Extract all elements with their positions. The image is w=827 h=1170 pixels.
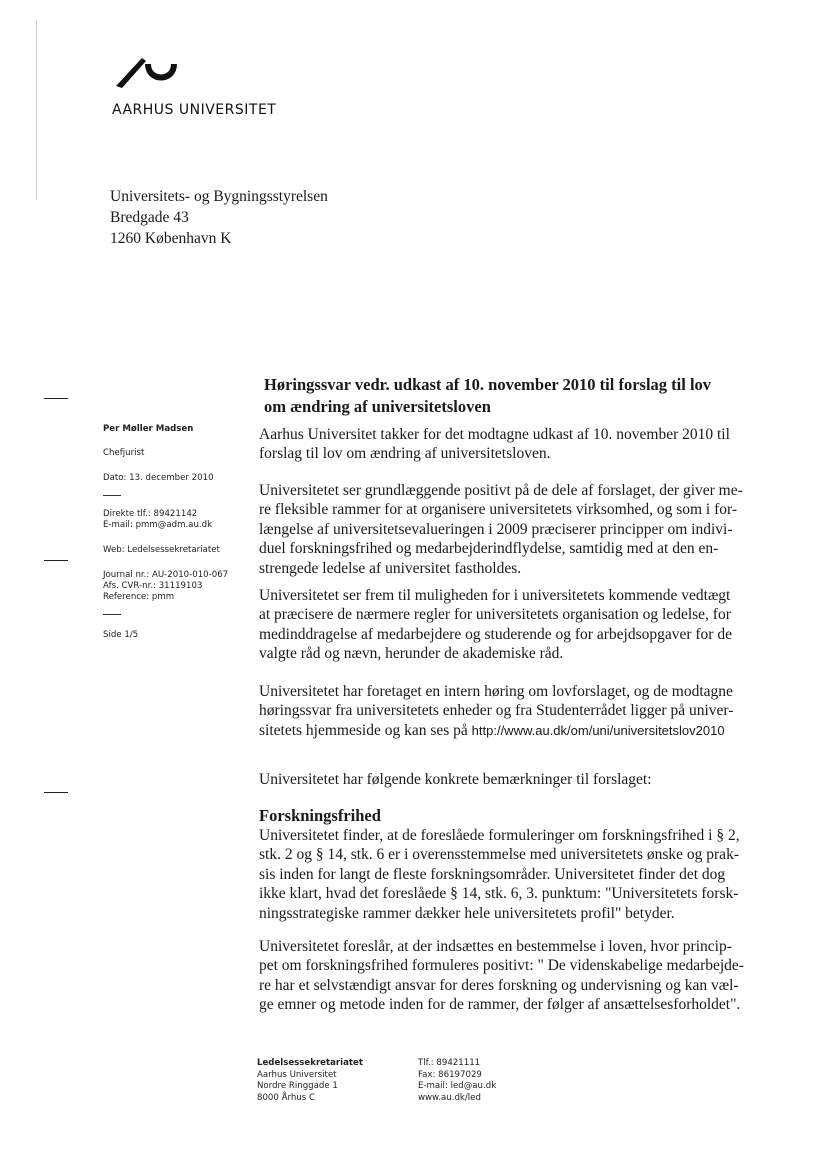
text-line: længelse af universitetsevalueringen i 2009 præciserer principper om indivi- xyxy=(259,520,733,538)
sender-email: E-mail: pmm@adm.au.dk xyxy=(103,520,213,530)
sender-role: Chefjurist xyxy=(103,448,145,458)
text-line: strengede ledelse af universitet fastholdes. xyxy=(259,559,522,577)
letter-date: Dato: 13. december 2010 xyxy=(103,473,214,483)
text-line: Universitetet ser frem til muligheden for i universitetets kommende vedtægt xyxy=(259,587,731,604)
paragraph xyxy=(259,937,749,1015)
text-line: duel forskningsfrihed og medarbejderindflydelse, samtidig med at den en- xyxy=(259,540,719,558)
journal-number: Journal nr.: AU-2010-010-067 xyxy=(103,570,229,580)
fold-mark xyxy=(44,560,68,561)
text-segment: sitetets hjemmeside og kan ses på xyxy=(259,721,472,739)
subject-line: Høringssvar vedr. udkast af 10. november 2010 til forslag til lov xyxy=(264,375,712,394)
scan-edge-line xyxy=(36,20,37,200)
subject-line: om ændring af universitetsloven xyxy=(264,397,491,416)
text-line: ge emner og metode inden for de rammer, der følger af ansættelsesforholdet". xyxy=(259,996,741,1014)
sender-name: Per Møller Madsen xyxy=(103,424,194,434)
text-line: ikke klart, hvad det foreslåede § 14, stk. 6, 3. punktum: "Universitetets forsk- xyxy=(259,885,739,903)
paragraph xyxy=(259,481,749,578)
recipient-address xyxy=(110,186,328,249)
meta-divider xyxy=(103,495,121,496)
cvr-number: Afs. CVR-nr.: 31119103 xyxy=(103,581,203,591)
reference: Reference: pmm xyxy=(103,592,175,602)
text-line: at præcisere de nærmere regler for universitetets organisation og ledelse, for xyxy=(259,606,731,624)
paragraph xyxy=(259,425,749,464)
paragraph xyxy=(259,770,749,789)
text-line: medinddragelse af medarbejdere og studerende og for arbejdsopgaver for de xyxy=(259,625,732,643)
text-line: re fleksible rammer for at organisere universitetets virksomhed, og som i for- xyxy=(259,501,738,519)
letter-subject xyxy=(264,374,744,418)
paragraph xyxy=(259,586,749,664)
footer-line: Ledelsessekretariatet xyxy=(257,1058,363,1068)
text-line: forslag til lov om ændring af universitetsloven. xyxy=(259,445,551,463)
footer-line: Nordre Ringgade 1 xyxy=(257,1081,338,1091)
footer-address xyxy=(257,1058,363,1104)
address-line: Bredgade 43 xyxy=(110,209,189,226)
text-line: stk. 2 og § 14, stk. 6 er i overensstemmelse med universitetets ønske og prak- xyxy=(259,846,739,864)
footer-contact xyxy=(418,1058,496,1104)
page-number: Side 1/5 xyxy=(103,630,139,640)
footer-line: Aarhus Universitet xyxy=(257,1069,337,1080)
website-link[interactable]: http://www.au.dk/om/uni/universitetslov2010 xyxy=(471,722,725,738)
text-line: ningsstrategiske rammer dækker hele universitetets profil" betyder. xyxy=(259,904,675,922)
text-line: Aarhus Universitet takker for det modtagne udkast af 10. november 2010 til xyxy=(259,426,730,443)
text-line: Universitetet ser grundlæggende positivt på de dele af forslaget, der giver me- xyxy=(259,482,743,499)
footer-line: Fax: 86197029 xyxy=(418,1069,482,1080)
text-line: sis inden for langt de fleste forskningsområder. Universitetet finder det dog xyxy=(259,865,726,883)
sender-phone: Direkte tlf.: 89421142 xyxy=(103,509,198,519)
section-heading: Forskningsfrihed xyxy=(259,806,381,825)
footer-line: Tlf.: 89421111 xyxy=(418,1058,481,1068)
meta-divider xyxy=(103,614,121,615)
text-line: Universitetet har foretaget en intern høring om lovforslaget, og de modtagne xyxy=(259,683,733,700)
address-line: Universitets- og Bygningsstyrelsen xyxy=(110,188,328,205)
footer-line: www.au.dk/led xyxy=(418,1092,481,1103)
university-name: AARHUS UNIVERSITET xyxy=(112,102,277,118)
text-line: re har et selvstændigt ansvar for deres forskning og undervisning og kan væl- xyxy=(259,976,739,994)
text-line: Universitetet foreslår, at der indsættes en bestemmelse i loven, hvor princip- xyxy=(259,938,732,955)
paragraph xyxy=(259,826,749,923)
aarhus-university-logo xyxy=(112,52,182,90)
text-line: høringssvar fra universitetets enheder og fra Studenterrådet ligger på univer- xyxy=(259,702,734,720)
text-line: pet om forskningsfrihed formuleres positivt: " De videnskabelige medarbejde- xyxy=(259,957,744,975)
sender-web: Web: Ledelsessekretariatet xyxy=(103,545,220,555)
address-line: 1260 København K xyxy=(110,230,232,247)
paragraph xyxy=(259,682,749,740)
footer-line: 8000 Århus C xyxy=(257,1092,315,1103)
text-line: Universitetet finder, at de foreslåede formuleringer om forskningsfrihed i § 2, xyxy=(259,827,740,844)
fold-mark xyxy=(44,792,68,793)
text-line xyxy=(259,721,749,740)
footer-line: E-mail: led@au.dk xyxy=(418,1081,497,1091)
fold-mark xyxy=(44,398,68,399)
text-line: valgte råd og nævn, herunder de akademiske råd. xyxy=(259,645,564,663)
text-line: Universitetet har følgende konkrete bemærkninger til forslaget: xyxy=(259,771,652,788)
